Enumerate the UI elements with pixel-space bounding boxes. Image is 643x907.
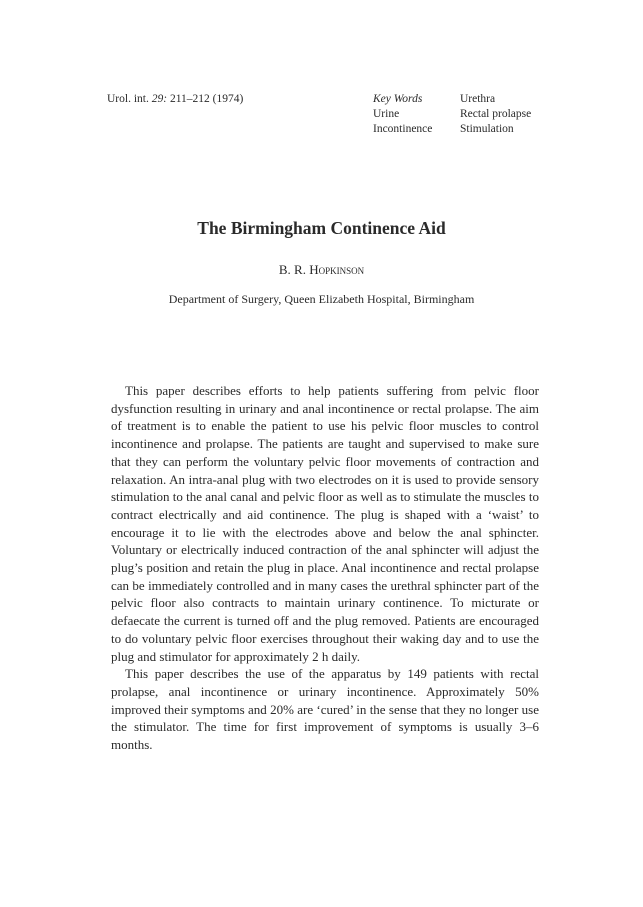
key-words-heading: Key Words [373,93,423,105]
article-title: The Birmingham Continence Aid [197,218,446,238]
author-initials: B. R. [278,262,306,277]
abstract-paragraph-2: This paper describes the use of the apparatus by 149 patients with rectal prolapse, anal incontinence or urinary incontinence. Approximately 50% improved their symptoms and 20% are ‘cured’ in the sense that they no longer use the stimulator. The time for first improvement of symptoms is usually 3–6 months. [111,666,539,753]
key-words-column-1 [373,107,432,137]
key-word: Urethra [460,93,496,105]
key-word: Urine [373,108,400,120]
author-affiliation: Department of Surgery, Queen Elizabeth Hospital, Birmingham [168,292,475,306]
key-word: Rectal prolapse [460,108,532,120]
abstract [111,382,539,754]
key-words-column-2 [460,92,531,137]
key-word: Incontinence [373,123,433,135]
key-word: Stimulation [460,123,514,135]
journal-citation [107,92,243,107]
citation-pages: 211–212 (1974) [169,93,244,105]
author-surname: Hopkinson [309,262,365,277]
citation-volume: 29: [151,93,168,105]
author-line [0,262,643,278]
citation-journal: Urol. int. [107,93,149,105]
abstract-paragraph-1: This paper describes efforts to help patients suffering from pelvic floor dysfunction resulting in urinary and anal incontinence or rectal prolapse. The aim of treatment is to enable the patient to use his pelvic floor muscles to control incontinence and prolapse. The patients are taught and supervised to make sure that they can perform the voluntary pelvic floor movements of contraction and relaxation. An intra-anal plug with two electrodes on it is used to provide sensory stimulation to the anal canal and pelvic floor as well as to stimulate the muscles to contract electrically and aid continence. The plug is shaped with a ‘waist’ to encourage it to lie with the electrodes above and below the anal sphincter. Voluntary or electrically induced contraction of the anal sphincter will adjust the plug’s position and retain the plug in place. Anal incontinence and rectal prolapse can be immediately controlled and in many cases the urethral sphincter part of the pelvic floor also contracts to maintain urinary continence. To micturate or defaecate the current is turned off and the plug removed. Patients are encouraged to do voluntary pelvic floor exercises throughout their waking day and to use the plug and stimulator for approximately 2 h daily. [111,383,539,664]
